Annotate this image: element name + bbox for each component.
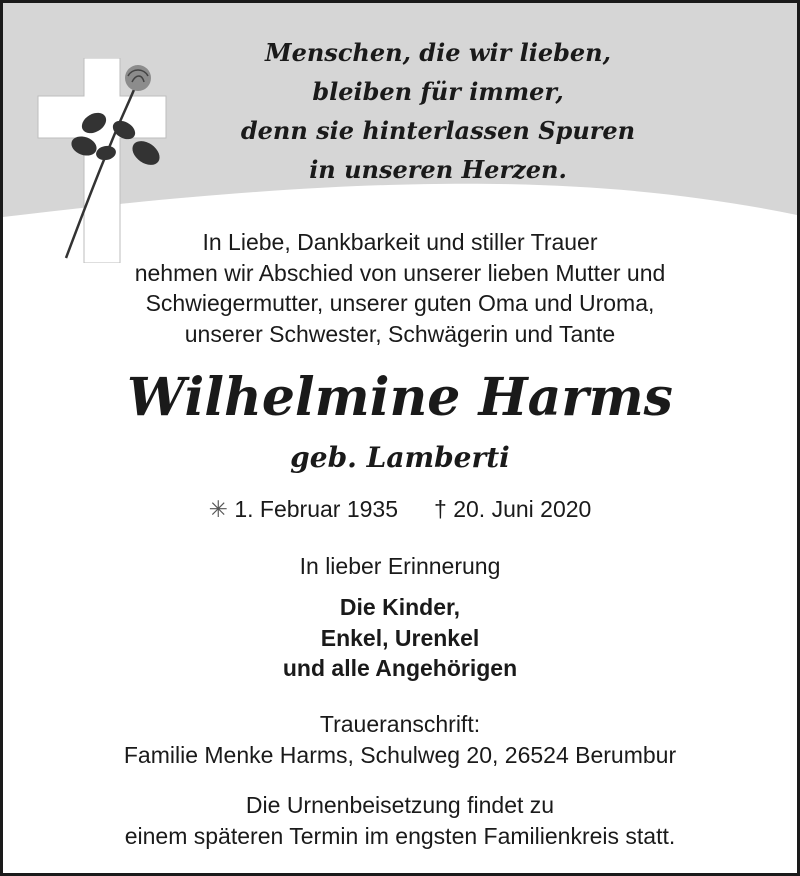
birth-star-icon: ✳	[208, 496, 228, 522]
intro-line: unserer Schwester, Schwägerin und Tante	[184, 320, 616, 347]
intro-line: Schwiegermutter, unserer guten Oma und Uroma,	[145, 290, 655, 316]
note-line: einem späteren Termin im engsten Familienkreis statt.	[124, 823, 676, 849]
maiden-name: geb. Lamberti	[290, 441, 510, 474]
life-dates	[3, 494, 797, 524]
signer-line: Enkel, Urenkel	[320, 624, 480, 651]
signer-line: Die Kinder,	[339, 594, 461, 620]
intro-text	[3, 227, 797, 349]
deceased-name: Wilhelmine Harms	[127, 367, 673, 428]
mourning-address	[3, 709, 797, 771]
address-text: Familie Menke Harms, Schulweg 20, 26524 Berumbur	[123, 742, 677, 768]
birth-date-group	[209, 494, 398, 524]
address-label: Traueranschrift:	[319, 711, 481, 737]
poem	[213, 33, 663, 189]
intro-line: nehmen wir Abschied von unserer lieben Mutter und	[134, 259, 666, 286]
note-line: Die Urnenbeisetzung findet zu	[245, 792, 555, 818]
intro-line: In Liebe, Dankbarkeit und stiller Trauer	[202, 229, 598, 255]
birth-date: 1. Februar 1935	[234, 496, 399, 522]
signers	[3, 592, 797, 684]
poem-line: in unseren Herzen.	[309, 155, 567, 184]
death-date-group	[434, 494, 591, 524]
death-date: 20. Juni 2020	[453, 496, 592, 522]
poem-line: bleiben für immer,	[312, 77, 564, 106]
poem-line: denn sie hinterlassen Spuren	[240, 116, 636, 145]
signer-line: und alle Angehörigen	[282, 655, 518, 681]
burial-note	[3, 790, 797, 852]
death-cross-icon: †	[434, 496, 447, 522]
poem-line: Menschen, die wir lieben,	[265, 38, 611, 67]
memory-text: In lieber Erinnerung	[299, 553, 501, 579]
